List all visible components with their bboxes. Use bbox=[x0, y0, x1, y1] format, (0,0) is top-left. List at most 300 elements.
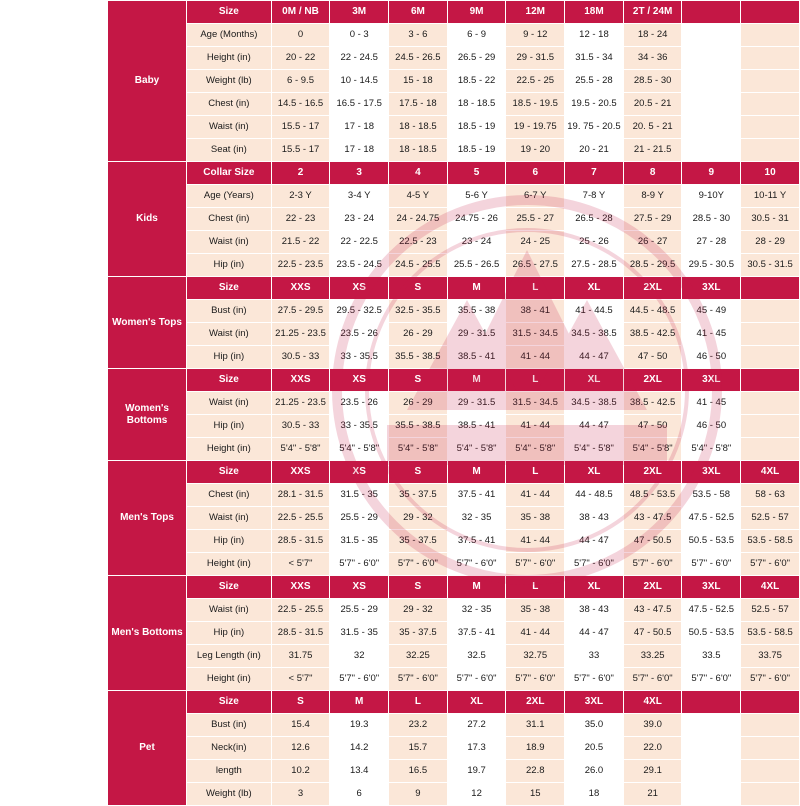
section-group-label: Men's Bottoms bbox=[108, 576, 187, 691]
row-label: Bust (in) bbox=[187, 300, 272, 323]
measurement-cell: 8-9 Y bbox=[623, 185, 682, 208]
measurement-cell: 28.5 - 31.5 bbox=[271, 530, 330, 553]
measurement-cell: 20 - 22 bbox=[271, 47, 330, 70]
table-row bbox=[108, 668, 800, 691]
measurement-cell: 22.5 - 25.5 bbox=[271, 599, 330, 622]
table-row bbox=[108, 47, 800, 70]
measurement-cell: 37.5 - 41 bbox=[447, 622, 506, 645]
size-header-cell: 0M / NB bbox=[271, 1, 330, 24]
row-label: Age (Years) bbox=[187, 185, 272, 208]
measurement-cell: 47 - 50.5 bbox=[623, 622, 682, 645]
measurement-cell: 22.5 - 25 bbox=[506, 70, 565, 93]
measurement-cell bbox=[741, 93, 800, 116]
row-label: Hip (in) bbox=[187, 530, 272, 553]
measurement-cell: 41 - 44 bbox=[506, 415, 565, 438]
measurement-cell: 3 bbox=[271, 783, 330, 806]
measurement-cell: 5'7" - 6'0" bbox=[447, 553, 506, 576]
size-header-cell: 3M bbox=[330, 1, 389, 24]
measurement-cell: 35 - 38 bbox=[506, 507, 565, 530]
measurement-cell: 32 - 35 bbox=[447, 507, 506, 530]
measurement-cell: 2-3 Y bbox=[271, 185, 330, 208]
measurement-cell: 26 - 27 bbox=[623, 231, 682, 254]
measurement-cell: 15.7 bbox=[389, 737, 448, 760]
measurement-cell bbox=[682, 93, 741, 116]
table-row bbox=[108, 392, 800, 415]
row-label: Chest (in) bbox=[187, 93, 272, 116]
measurement-cell: 33 bbox=[565, 645, 624, 668]
measurement-cell: 10 - 14.5 bbox=[330, 70, 389, 93]
section-group-label: Men's Tops bbox=[108, 461, 187, 576]
measurement-cell: 31.5 - 34.5 bbox=[506, 323, 565, 346]
measurement-cell: 34.5 - 38.5 bbox=[565, 323, 624, 346]
header-label: Size bbox=[187, 576, 272, 599]
measurement-cell bbox=[741, 438, 800, 461]
measurement-cell: 18 - 18.5 bbox=[389, 116, 448, 139]
row-label: Hip (in) bbox=[187, 622, 272, 645]
measurement-cell: 9-10Y bbox=[682, 185, 741, 208]
row-label: Waist (in) bbox=[187, 507, 272, 530]
row-label: Weight (lb) bbox=[187, 70, 272, 93]
measurement-cell: 35 - 37.5 bbox=[389, 622, 448, 645]
measurement-cell: 23.5 - 26 bbox=[330, 392, 389, 415]
measurement-cell: 41 - 44 bbox=[506, 346, 565, 369]
measurement-cell: 27.2 bbox=[447, 714, 506, 737]
measurement-cell: 38.5 - 41 bbox=[447, 346, 506, 369]
header-label: Size bbox=[187, 691, 272, 714]
table-row bbox=[108, 208, 800, 231]
measurement-cell: 12 bbox=[447, 783, 506, 806]
measurement-cell: 33.25 bbox=[623, 645, 682, 668]
size-header-cell: XXS bbox=[271, 277, 330, 300]
size-header-cell: S bbox=[389, 369, 448, 392]
section-header-row bbox=[108, 162, 800, 185]
measurement-cell: 47 - 50.5 bbox=[623, 530, 682, 553]
measurement-cell: 37.5 - 41 bbox=[447, 484, 506, 507]
measurement-cell: 30.5 - 31 bbox=[741, 208, 800, 231]
measurement-cell: 31.5 - 35 bbox=[330, 484, 389, 507]
measurement-cell: 5'4" - 5'8" bbox=[330, 438, 389, 461]
measurement-cell: 28.5 - 29.5 bbox=[623, 254, 682, 277]
table-row bbox=[108, 599, 800, 622]
size-header-cell: 9 bbox=[682, 162, 741, 185]
measurement-cell: 21.25 - 23.5 bbox=[271, 323, 330, 346]
measurement-cell: 18.9 bbox=[506, 737, 565, 760]
measurement-cell: 52.5 - 57 bbox=[741, 507, 800, 530]
measurement-cell: 3-4 Y bbox=[330, 185, 389, 208]
measurement-cell bbox=[741, 714, 800, 737]
measurement-cell: 5-6 Y bbox=[447, 185, 506, 208]
measurement-cell: 41 - 44 bbox=[506, 622, 565, 645]
measurement-cell: 20. 5 - 21 bbox=[623, 116, 682, 139]
measurement-cell: 6 bbox=[330, 783, 389, 806]
measurement-cell: 17.5 - 18 bbox=[389, 93, 448, 116]
section-header-row bbox=[108, 576, 800, 599]
row-label: Leg Length (in) bbox=[187, 645, 272, 668]
measurement-cell bbox=[682, 714, 741, 737]
measurement-cell: 29 - 31.5 bbox=[447, 392, 506, 415]
measurement-cell: 22.5 - 23 bbox=[389, 231, 448, 254]
measurement-cell: 38.5 - 42.5 bbox=[623, 323, 682, 346]
size-header-cell: XXS bbox=[271, 461, 330, 484]
measurement-cell: 26 - 29 bbox=[389, 392, 448, 415]
measurement-cell: 3 - 6 bbox=[389, 24, 448, 47]
measurement-cell: 50.5 - 53.5 bbox=[682, 622, 741, 645]
measurement-cell: 12.6 bbox=[271, 737, 330, 760]
measurement-cell: 15.5 - 17 bbox=[271, 116, 330, 139]
measurement-cell: 0 bbox=[271, 24, 330, 47]
measurement-cell bbox=[741, 783, 800, 806]
measurement-cell: 5'7" - 6'0" bbox=[506, 553, 565, 576]
measurement-cell: 24.5 - 26.5 bbox=[389, 47, 448, 70]
measurement-cell bbox=[741, 139, 800, 162]
table-row bbox=[108, 185, 800, 208]
measurement-cell: 43 - 47.5 bbox=[623, 599, 682, 622]
section-group-label: Kids bbox=[108, 162, 187, 277]
measurement-cell: 6-7 Y bbox=[506, 185, 565, 208]
measurement-cell: 32.75 bbox=[506, 645, 565, 668]
measurement-cell bbox=[682, 783, 741, 806]
size-header-cell: XXS bbox=[271, 576, 330, 599]
measurement-cell: 19.5 - 20.5 bbox=[565, 93, 624, 116]
measurement-cell: 5'4" - 5'8" bbox=[565, 438, 624, 461]
measurement-cell: 23.5 - 26 bbox=[330, 323, 389, 346]
size-header-cell: 9M bbox=[447, 1, 506, 24]
measurement-cell: 28.5 - 30 bbox=[682, 208, 741, 231]
measurement-cell: 5'7" - 6'0" bbox=[565, 668, 624, 691]
measurement-cell: 5'7" - 6'0" bbox=[741, 553, 800, 576]
measurement-cell bbox=[741, 737, 800, 760]
measurement-cell: 4-5 Y bbox=[389, 185, 448, 208]
section-group-label: Women's Tops bbox=[108, 277, 187, 369]
measurement-cell: 44 - 47 bbox=[565, 622, 624, 645]
measurement-cell: 15 bbox=[506, 783, 565, 806]
size-header-cell: 3 bbox=[330, 162, 389, 185]
size-header-cell: M bbox=[447, 277, 506, 300]
section-group-label: Women's Bottoms bbox=[108, 369, 187, 461]
measurement-cell: 7-8 Y bbox=[565, 185, 624, 208]
size-header-cell: 12M bbox=[506, 1, 565, 24]
row-label: Waist (in) bbox=[187, 116, 272, 139]
measurement-cell: 14.2 bbox=[330, 737, 389, 760]
measurement-cell: 41 - 44.5 bbox=[565, 300, 624, 323]
measurement-cell bbox=[741, 116, 800, 139]
measurement-cell: 31.1 bbox=[506, 714, 565, 737]
measurement-cell bbox=[682, 47, 741, 70]
measurement-cell: 25.5 - 28 bbox=[565, 70, 624, 93]
measurement-cell: 19. 75 - 20.5 bbox=[565, 116, 624, 139]
measurement-cell: 30.5 - 31.5 bbox=[741, 254, 800, 277]
row-label: Height (in) bbox=[187, 668, 272, 691]
measurement-cell: 26.5 - 28 bbox=[565, 208, 624, 231]
measurement-cell: 18.5 - 19.5 bbox=[506, 93, 565, 116]
measurement-cell: 41 - 45 bbox=[682, 323, 741, 346]
size-header-cell: XXS bbox=[271, 369, 330, 392]
measurement-cell: 22 - 22.5 bbox=[330, 231, 389, 254]
table-row bbox=[108, 760, 800, 783]
measurement-cell: 5'4" - 5'8" bbox=[506, 438, 565, 461]
size-header-cell: L bbox=[389, 691, 448, 714]
size-header-cell: L bbox=[506, 576, 565, 599]
size-header-cell: M bbox=[447, 461, 506, 484]
measurement-cell: 22.5 - 25.5 bbox=[271, 507, 330, 530]
size-header-cell: 6M bbox=[389, 1, 448, 24]
table-row bbox=[108, 139, 800, 162]
measurement-cell: 33 - 35.5 bbox=[330, 346, 389, 369]
size-header-cell: 3XL bbox=[682, 576, 741, 599]
measurement-cell: 16.5 - 17.5 bbox=[330, 93, 389, 116]
measurement-cell: 16.5 bbox=[389, 760, 448, 783]
measurement-cell: 13.4 bbox=[330, 760, 389, 783]
measurement-cell: 14.5 - 16.5 bbox=[271, 93, 330, 116]
measurement-cell bbox=[741, 70, 800, 93]
row-label: Weight (lb) bbox=[187, 783, 272, 806]
size-header-cell bbox=[741, 691, 800, 714]
measurement-cell: 27.5 - 29 bbox=[623, 208, 682, 231]
size-header-cell: 3XL bbox=[565, 691, 624, 714]
size-header-cell: 4XL bbox=[741, 461, 800, 484]
table-row bbox=[108, 323, 800, 346]
size-header-cell: 3XL bbox=[682, 277, 741, 300]
row-label: Hip (in) bbox=[187, 346, 272, 369]
measurement-cell: 35 - 37.5 bbox=[389, 530, 448, 553]
size-header-cell: XS bbox=[330, 369, 389, 392]
measurement-cell: 31.75 bbox=[271, 645, 330, 668]
header-label: Size bbox=[187, 461, 272, 484]
row-label: Age (Months) bbox=[187, 24, 272, 47]
size-header-cell bbox=[682, 691, 741, 714]
measurement-cell: 6 - 9.5 bbox=[271, 70, 330, 93]
measurement-cell: 5'4" - 5'8" bbox=[623, 438, 682, 461]
table-row bbox=[108, 93, 800, 116]
measurement-cell: 44.5 - 48.5 bbox=[623, 300, 682, 323]
measurement-cell: 35 - 37.5 bbox=[389, 484, 448, 507]
header-label: Size bbox=[187, 277, 272, 300]
measurement-cell: 44 - 48.5 bbox=[565, 484, 624, 507]
table-row bbox=[108, 622, 800, 645]
measurement-cell: 15.4 bbox=[271, 714, 330, 737]
measurement-cell: 28.1 - 31.5 bbox=[271, 484, 330, 507]
size-header-cell: S bbox=[271, 691, 330, 714]
measurement-cell: 19 - 20 bbox=[506, 139, 565, 162]
measurement-cell: 5'7" - 6'0" bbox=[623, 553, 682, 576]
measurement-cell: 18 - 18.5 bbox=[447, 93, 506, 116]
section-header-row bbox=[108, 369, 800, 392]
table-row bbox=[108, 300, 800, 323]
measurement-cell: 44 - 47 bbox=[565, 346, 624, 369]
table-row bbox=[108, 346, 800, 369]
table-row bbox=[108, 507, 800, 530]
row-label: Waist (in) bbox=[187, 231, 272, 254]
measurement-cell: 17.3 bbox=[447, 737, 506, 760]
measurement-cell: 41 - 44 bbox=[506, 484, 565, 507]
measurement-cell: 5'4" - 5'8" bbox=[682, 438, 741, 461]
measurement-cell: 18 bbox=[565, 783, 624, 806]
measurement-cell: 25 - 26 bbox=[565, 231, 624, 254]
size-header-cell: M bbox=[447, 369, 506, 392]
measurement-cell: 18.5 - 22 bbox=[447, 70, 506, 93]
row-label: Chest (in) bbox=[187, 484, 272, 507]
measurement-cell: 32.5 bbox=[447, 645, 506, 668]
size-header-cell: 6 bbox=[506, 162, 565, 185]
measurement-cell: 23.2 bbox=[389, 714, 448, 737]
measurement-cell: 23.5 - 24.5 bbox=[330, 254, 389, 277]
measurement-cell: 38 - 43 bbox=[565, 599, 624, 622]
size-header-cell: XS bbox=[330, 576, 389, 599]
measurement-cell bbox=[682, 24, 741, 47]
measurement-cell: 18.5 - 19 bbox=[447, 139, 506, 162]
measurement-cell: 15 - 18 bbox=[389, 70, 448, 93]
measurement-cell: 47 - 50 bbox=[623, 346, 682, 369]
measurement-cell: 5'7" - 6'0" bbox=[506, 668, 565, 691]
measurement-cell: 27.5 - 29.5 bbox=[271, 300, 330, 323]
measurement-cell: 32.5 - 35.5 bbox=[389, 300, 448, 323]
measurement-cell: 58 - 63 bbox=[741, 484, 800, 507]
measurement-cell bbox=[682, 760, 741, 783]
measurement-cell: 31.5 - 35 bbox=[330, 530, 389, 553]
measurement-cell: 25.5 - 27 bbox=[506, 208, 565, 231]
measurement-cell: 5'7" - 6'0" bbox=[682, 668, 741, 691]
measurement-cell: 29 - 32 bbox=[389, 599, 448, 622]
row-label: Waist (in) bbox=[187, 392, 272, 415]
measurement-cell bbox=[741, 47, 800, 70]
measurement-cell: 24 - 25 bbox=[506, 231, 565, 254]
measurement-cell bbox=[741, 24, 800, 47]
measurement-cell bbox=[682, 139, 741, 162]
size-header-cell: 7 bbox=[565, 162, 624, 185]
measurement-cell: 43 - 47.5 bbox=[623, 507, 682, 530]
size-header-cell: 2XL bbox=[623, 369, 682, 392]
size-header-cell: L bbox=[506, 369, 565, 392]
size-header-cell: 2XL bbox=[506, 691, 565, 714]
measurement-cell: 9 bbox=[389, 783, 448, 806]
measurement-cell: 39.0 bbox=[623, 714, 682, 737]
row-label: Height (in) bbox=[187, 47, 272, 70]
measurement-cell: 25.5 - 29 bbox=[330, 507, 389, 530]
measurement-cell: 38 - 43 bbox=[565, 507, 624, 530]
size-header-cell: XL bbox=[565, 277, 624, 300]
measurement-cell: 35.5 - 38.5 bbox=[389, 415, 448, 438]
measurement-cell: 15.5 - 17 bbox=[271, 139, 330, 162]
size-header-cell: 2T / 24M bbox=[623, 1, 682, 24]
measurement-cell: 22 - 24.5 bbox=[330, 47, 389, 70]
measurement-cell: 44 - 47 bbox=[565, 415, 624, 438]
row-label: Height (in) bbox=[187, 438, 272, 461]
row-label: Waist (in) bbox=[187, 323, 272, 346]
size-header-cell: 2 bbox=[271, 162, 330, 185]
section-group-label: Pet bbox=[108, 691, 187, 806]
measurement-cell: 53.5 - 58.5 bbox=[741, 530, 800, 553]
measurement-cell: 21.5 - 22 bbox=[271, 231, 330, 254]
header-label: Collar Size bbox=[187, 162, 272, 185]
measurement-cell: 30.5 - 33 bbox=[271, 415, 330, 438]
size-header-cell: XL bbox=[565, 461, 624, 484]
measurement-cell: 28.5 - 31.5 bbox=[271, 622, 330, 645]
measurement-cell: 34 - 36 bbox=[623, 47, 682, 70]
row-label: Height (in) bbox=[187, 553, 272, 576]
measurement-cell bbox=[682, 737, 741, 760]
table-row bbox=[108, 737, 800, 760]
measurement-cell: 53.5 - 58 bbox=[682, 484, 741, 507]
size-header-cell: L bbox=[506, 461, 565, 484]
section-header-row bbox=[108, 1, 800, 24]
measurement-cell: < 5'7" bbox=[271, 553, 330, 576]
measurement-cell: 0 - 3 bbox=[330, 24, 389, 47]
measurement-cell: 38 - 41 bbox=[506, 300, 565, 323]
size-header-cell: 2XL bbox=[623, 277, 682, 300]
measurement-cell: 32 bbox=[330, 645, 389, 668]
measurement-cell: 29.5 - 32.5 bbox=[330, 300, 389, 323]
section-header-row bbox=[108, 461, 800, 484]
size-header-cell: 2XL bbox=[623, 461, 682, 484]
measurement-cell: 17 - 18 bbox=[330, 139, 389, 162]
size-header-cell: S bbox=[389, 576, 448, 599]
size-header-cell: XS bbox=[330, 277, 389, 300]
size-header-cell: S bbox=[389, 277, 448, 300]
row-label: Chest (in) bbox=[187, 208, 272, 231]
measurement-cell: 28.5 - 30 bbox=[623, 70, 682, 93]
measurement-cell: 21 bbox=[623, 783, 682, 806]
measurement-cell: 53.5 - 58.5 bbox=[741, 622, 800, 645]
measurement-cell: 31.5 - 34.5 bbox=[506, 392, 565, 415]
section-header-row bbox=[108, 277, 800, 300]
measurement-cell: 5'4" - 5'8" bbox=[271, 438, 330, 461]
measurement-cell: 44 - 47 bbox=[565, 530, 624, 553]
measurement-cell: 31.5 - 34 bbox=[565, 47, 624, 70]
measurement-cell: 32.25 bbox=[389, 645, 448, 668]
measurement-cell: 23 - 24 bbox=[330, 208, 389, 231]
measurement-cell: 18 - 18.5 bbox=[389, 139, 448, 162]
measurement-cell: 46 - 50 bbox=[682, 346, 741, 369]
measurement-cell: 32 - 35 bbox=[447, 599, 506, 622]
measurement-cell: 20.5 - 21 bbox=[623, 93, 682, 116]
size-header-cell: 10 bbox=[741, 162, 800, 185]
measurement-cell: 19.7 bbox=[447, 760, 506, 783]
measurement-cell: 5'7" - 6'0" bbox=[447, 668, 506, 691]
measurement-cell: 5'7" - 6'0" bbox=[389, 668, 448, 691]
section-group-label: Baby bbox=[108, 1, 187, 162]
measurement-cell: 18 - 24 bbox=[623, 24, 682, 47]
measurement-cell: 33 - 35.5 bbox=[330, 415, 389, 438]
measurement-cell: 34.5 - 38.5 bbox=[565, 392, 624, 415]
measurement-cell bbox=[682, 116, 741, 139]
measurement-cell: 21 - 21.5 bbox=[623, 139, 682, 162]
measurement-cell: 25.5 - 29 bbox=[330, 599, 389, 622]
measurement-cell: 26 - 29 bbox=[389, 323, 448, 346]
measurement-cell: 23 - 24 bbox=[447, 231, 506, 254]
measurement-cell: 5'7" - 6'0" bbox=[682, 553, 741, 576]
measurement-cell: 22.0 bbox=[623, 737, 682, 760]
measurement-cell: 29 - 31.5 bbox=[447, 323, 506, 346]
measurement-cell: 38.5 - 41 bbox=[447, 415, 506, 438]
measurement-cell: 25.5 - 26.5 bbox=[447, 254, 506, 277]
size-header-cell: 3XL bbox=[682, 369, 741, 392]
size-header-cell: S bbox=[389, 461, 448, 484]
table-row bbox=[108, 70, 800, 93]
measurement-cell: 5'4" - 5'8" bbox=[389, 438, 448, 461]
measurement-cell: 5'7" - 6'0" bbox=[741, 668, 800, 691]
row-label: Neck(in) bbox=[187, 737, 272, 760]
measurement-cell: 17 - 18 bbox=[330, 116, 389, 139]
measurement-cell: 37.5 - 41 bbox=[447, 530, 506, 553]
row-label: Hip (in) bbox=[187, 415, 272, 438]
size-header-cell: 4XL bbox=[741, 576, 800, 599]
measurement-cell bbox=[741, 760, 800, 783]
row-label: Hip (in) bbox=[187, 254, 272, 277]
size-header-cell: 4XL bbox=[623, 691, 682, 714]
size-header-cell bbox=[741, 369, 800, 392]
measurement-cell: 48.5 - 53.5 bbox=[623, 484, 682, 507]
measurement-cell: < 5'7" bbox=[271, 668, 330, 691]
